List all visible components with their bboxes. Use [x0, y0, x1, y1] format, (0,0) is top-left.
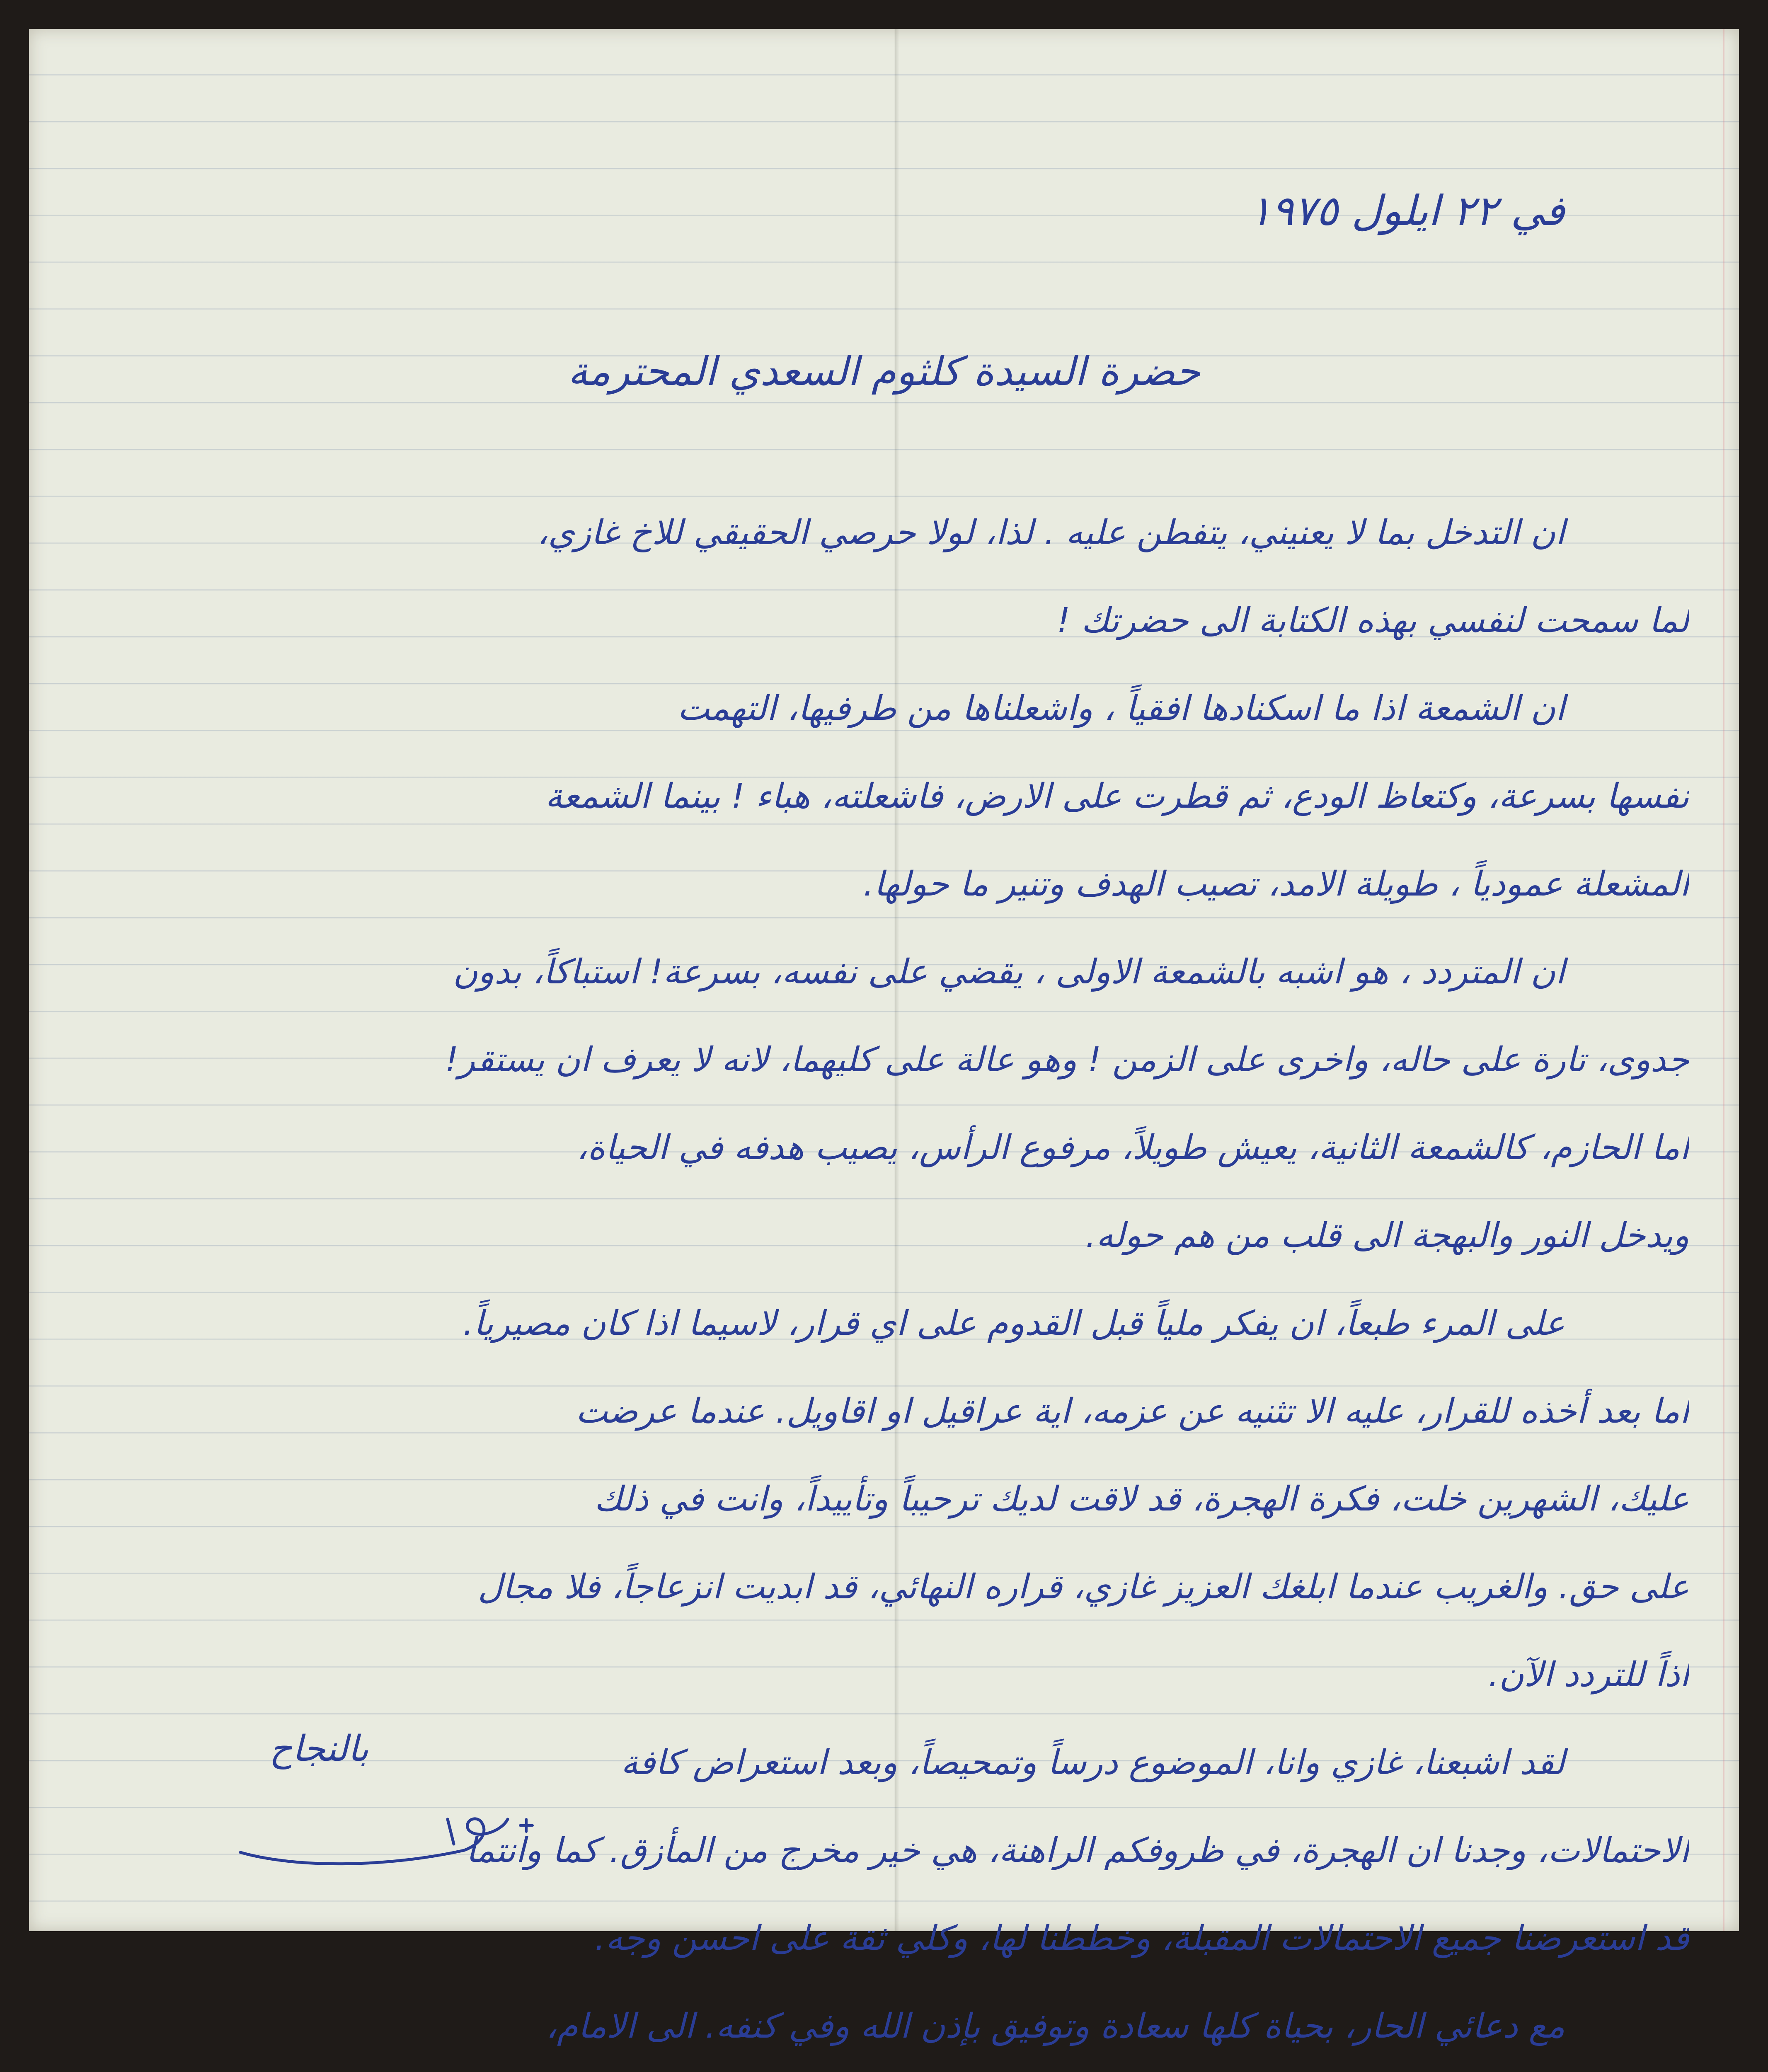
letter-line: ويدخل النور والبهجة الى قلب من هم حوله. [1085, 1216, 1689, 1255]
letter-line: ان الشمعة اذا ما اسكنادها افقياً ، واشعلناها من طرفيها، التهمت [677, 689, 1565, 728]
letter-line: قد استعرضنا جميع الاحتمالات المقبلة، وخططنا لها، وكلي ثقة على احسن وجه. [594, 1919, 1689, 1958]
letter-date: في ٢٢ ايلول ١٩٧٥ [1249, 186, 1565, 235]
letter-salutation: حضرة السيدة كلثوم السعدي المحترمة [567, 348, 1201, 395]
handwritten-signature [216, 1782, 547, 1881]
signature [216, 1782, 547, 1881]
letter-line: المشعلة عمودياً ، طويلة الامد، تصيب الهدف وتنير ما حولها. [863, 864, 1689, 904]
letter-line: جدوى، تارة على حاله، واخرى على الزمن ! وهو عالة على كليهما، لانه لا يعرف ان يستقر! [445, 1040, 1689, 1080]
letter-line: اما بعد أخذه للقرار، عليه الا تثنيه عن عزمه، اية عراقيل او اقاويل. عندما عرضت [576, 1392, 1689, 1431]
letter-line: عليك، الشهرين خلت، فكرة الهجرة، قد لاقت لديك ترحيباً وتأييداً، وانت في ذلك [594, 1479, 1689, 1519]
page-margin-rule [1723, 29, 1724, 1931]
letter-line: لقد اشبعنا، غازي وانا، الموضوع درساً وتمحيصاً، وبعد استعراض كافة [621, 1743, 1565, 1782]
letter-line: على المرء طبعاً، ان يفكر ملياً قبل القدوم على اي قرار، لاسيما اذا كان مصيرياً. [463, 1304, 1565, 1343]
letter-line: نفسها بسرعة، وكتعاظ الودع، ثم قطرت على الارض، فاشعلته، هباء ! بينما الشمعة [545, 777, 1689, 816]
letter-line [87, 2070, 1689, 2072]
letter-sheet [29, 29, 1739, 2046]
letter-line: ان التدخل بما لا يعنيني، يتفطن عليه . لذا، لولا حرصي الحقيقي للاخ غازي، [537, 513, 1565, 552]
letter-closing: بالنجاح [269, 1728, 369, 1769]
letter-line: على حق. والغريب عندما ابلغك العزيز غازي، قراره النهائي، قد ابديت انزعاجاً، فلا مجال [477, 1567, 1689, 1607]
letter-line: اذاً للتردد الآن. [1488, 1655, 1689, 1694]
letter-line: لما سمحت لنفسي بهذه الكتابة الى حضرتك ! [1056, 601, 1689, 640]
letter-line: الاحتمالات، وجدنا ان الهجرة، في ظروفكم الراهنة، هي خير مخرج من المأزق. كما وانتما [466, 1831, 1689, 1870]
letter-line: مع دعائي الحار، بحياة كلها سعادة وتوفيق بإذن الله وفي كنفه. الى الامام، [546, 2007, 1565, 2046]
letter-line: اما الحازم، كالشمعة الثانية، يعيش طويلاً، مرفوع الرأس، يصيب هدفه في الحياة، [576, 1128, 1689, 1167]
letter-line: ان المتردد ، هو اشبه بالشمعة الاولى ، يقضي على نفسه، بسرعة! استباكاً، بدون [453, 952, 1565, 992]
